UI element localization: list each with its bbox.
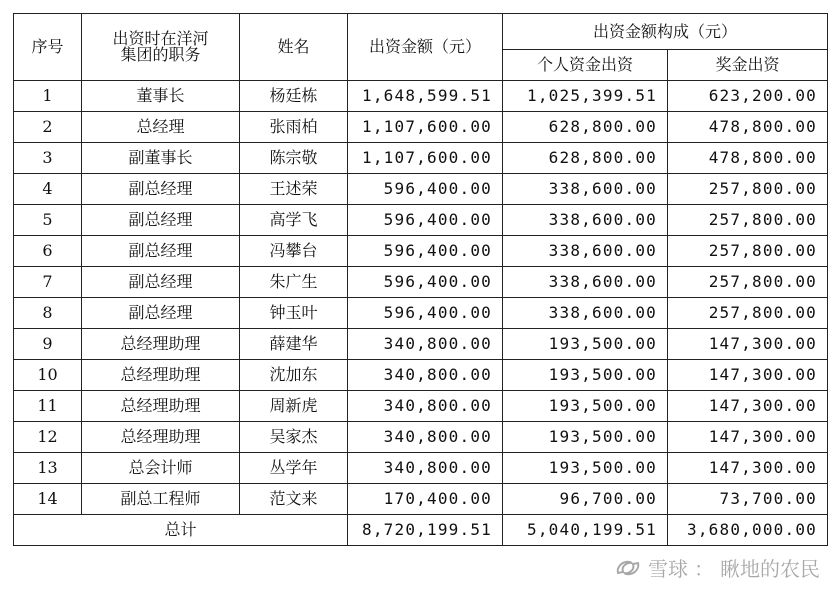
cell-name: 王述荣 (240, 174, 348, 205)
watermark-author: 瞅地的农民 (720, 557, 820, 581)
cell-amount: 1,107,600.00 (348, 112, 503, 143)
cell-role: 董事长 (82, 81, 240, 112)
shareholding-table (13, 13, 828, 546)
cell-seq: 11 (14, 391, 82, 422)
total-personal: 5,040,199.51 (503, 515, 668, 546)
header-bonus: 奖金出资 (668, 50, 828, 81)
cell-role: 副总经理 (82, 236, 240, 267)
table-row (14, 329, 828, 360)
cell-role: 副总经理 (82, 174, 240, 205)
cell-role: 副董事长 (82, 143, 240, 174)
table-row (14, 422, 828, 453)
cell-seq: 10 (14, 360, 82, 391)
cell-role: 总经理 (82, 112, 240, 143)
cell-amount: 340,800.00 (348, 360, 503, 391)
cell-role: 副总经理 (82, 298, 240, 329)
cell-bonus: 147,300.00 (668, 329, 828, 360)
cell-amount: 596,400.00 (348, 174, 503, 205)
cell-name: 范文来 (240, 484, 348, 515)
cell-seq: 3 (14, 143, 82, 174)
header-seq: 序号 (14, 14, 82, 81)
cell-bonus: 478,800.00 (668, 112, 828, 143)
cell-personal: 96,700.00 (503, 484, 668, 515)
cell-name: 冯攀台 (240, 236, 348, 267)
header-name: 姓名 (240, 14, 348, 81)
cell-role: 总经理助理 (82, 391, 240, 422)
cell-amount: 1,107,600.00 (348, 143, 503, 174)
watermark-brand: 雪球 (648, 557, 688, 581)
header-role (82, 14, 240, 81)
cell-name: 薛建华 (240, 329, 348, 360)
cell-seq: 1 (14, 81, 82, 112)
cell-seq: 14 (14, 484, 82, 515)
table-row (14, 391, 828, 422)
cell-name: 高学飞 (240, 205, 348, 236)
cell-name: 沈加东 (240, 360, 348, 391)
cell-role: 副总经理 (82, 267, 240, 298)
table-row (14, 81, 828, 112)
cell-personal: 338,600.00 (503, 267, 668, 298)
cell-personal: 1,025,399.51 (503, 81, 668, 112)
cell-name: 张雨柏 (240, 112, 348, 143)
table-row (14, 143, 828, 174)
cell-amount: 596,400.00 (348, 205, 503, 236)
cell-bonus: 623,200.00 (668, 81, 828, 112)
cell-name: 陈宗敬 (240, 143, 348, 174)
cell-role: 总经理助理 (82, 329, 240, 360)
cell-personal: 193,500.00 (503, 391, 668, 422)
cell-name: 吴家杰 (240, 422, 348, 453)
cell-amount: 596,400.00 (348, 236, 503, 267)
cell-amount: 340,800.00 (348, 391, 503, 422)
table-row (14, 267, 828, 298)
table-row (14, 174, 828, 205)
cell-seq: 12 (14, 422, 82, 453)
cell-seq: 2 (14, 112, 82, 143)
table-body (14, 81, 828, 515)
cell-role: 副总工程师 (82, 484, 240, 515)
cell-personal: 338,600.00 (503, 205, 668, 236)
cell-amount: 170,400.00 (348, 484, 503, 515)
table-row (14, 236, 828, 267)
cell-bonus: 73,700.00 (668, 484, 828, 515)
cell-seq: 4 (14, 174, 82, 205)
header-personal: 个人资金出资 (503, 50, 668, 81)
cell-bonus: 257,800.00 (668, 298, 828, 329)
cell-personal: 193,500.00 (503, 453, 668, 484)
cell-amount: 596,400.00 (348, 298, 503, 329)
cell-bonus: 478,800.00 (668, 143, 828, 174)
cell-role: 总会计师 (82, 453, 240, 484)
total-bonus: 3,680,000.00 (668, 515, 828, 546)
table-row (14, 484, 828, 515)
total-row (14, 515, 828, 546)
cell-personal: 193,500.00 (503, 422, 668, 453)
cell-personal: 338,600.00 (503, 298, 668, 329)
cell-name: 丛学年 (240, 453, 348, 484)
cell-personal: 628,800.00 (503, 112, 668, 143)
cell-role: 总经理助理 (82, 422, 240, 453)
watermark (614, 553, 820, 582)
cell-bonus: 147,300.00 (668, 360, 828, 391)
cell-name: 钟玉叶 (240, 298, 348, 329)
cell-seq: 6 (14, 236, 82, 267)
cell-personal: 193,500.00 (503, 360, 668, 391)
header-composition: 出资金额构成（元） (503, 14, 828, 50)
cell-bonus: 147,300.00 (668, 422, 828, 453)
watermark-separator: ： (694, 557, 714, 581)
cell-bonus: 257,800.00 (668, 205, 828, 236)
cell-personal: 628,800.00 (503, 143, 668, 174)
cell-personal: 193,500.00 (503, 329, 668, 360)
total-label: 总计 (14, 515, 348, 546)
table-row (14, 298, 828, 329)
cell-amount: 340,800.00 (348, 422, 503, 453)
table-row (14, 360, 828, 391)
cell-bonus: 147,300.00 (668, 391, 828, 422)
header-role-line2: 集团的职务 (120, 45, 201, 64)
cell-bonus: 147,300.00 (668, 453, 828, 484)
header-row-1 (14, 14, 828, 50)
cell-amount: 1,648,599.51 (348, 81, 503, 112)
cell-name: 杨廷栋 (240, 81, 348, 112)
snowball-logo-icon (614, 557, 642, 579)
cell-name: 周新虎 (240, 391, 348, 422)
cell-role: 总经理助理 (82, 360, 240, 391)
cell-seq: 5 (14, 205, 82, 236)
cell-personal: 338,600.00 (503, 236, 668, 267)
cell-amount: 340,800.00 (348, 453, 503, 484)
cell-seq: 7 (14, 267, 82, 298)
table-row (14, 453, 828, 484)
cell-bonus: 257,800.00 (668, 174, 828, 205)
cell-seq: 13 (14, 453, 82, 484)
cell-amount: 596,400.00 (348, 267, 503, 298)
cell-name: 朱广生 (240, 267, 348, 298)
cell-bonus: 257,800.00 (668, 236, 828, 267)
total-amount: 8,720,199.51 (348, 515, 503, 546)
header-role-line1: 出资时在洋河 (112, 29, 209, 48)
table-row (14, 205, 828, 236)
cell-seq: 8 (14, 298, 82, 329)
header-amount: 出资金额（元） (348, 14, 503, 81)
cell-bonus: 257,800.00 (668, 267, 828, 298)
cell-amount: 340,800.00 (348, 329, 503, 360)
table-row (14, 112, 828, 143)
cell-seq: 9 (14, 329, 82, 360)
cell-role: 副总经理 (82, 205, 240, 236)
cell-personal: 338,600.00 (503, 174, 668, 205)
